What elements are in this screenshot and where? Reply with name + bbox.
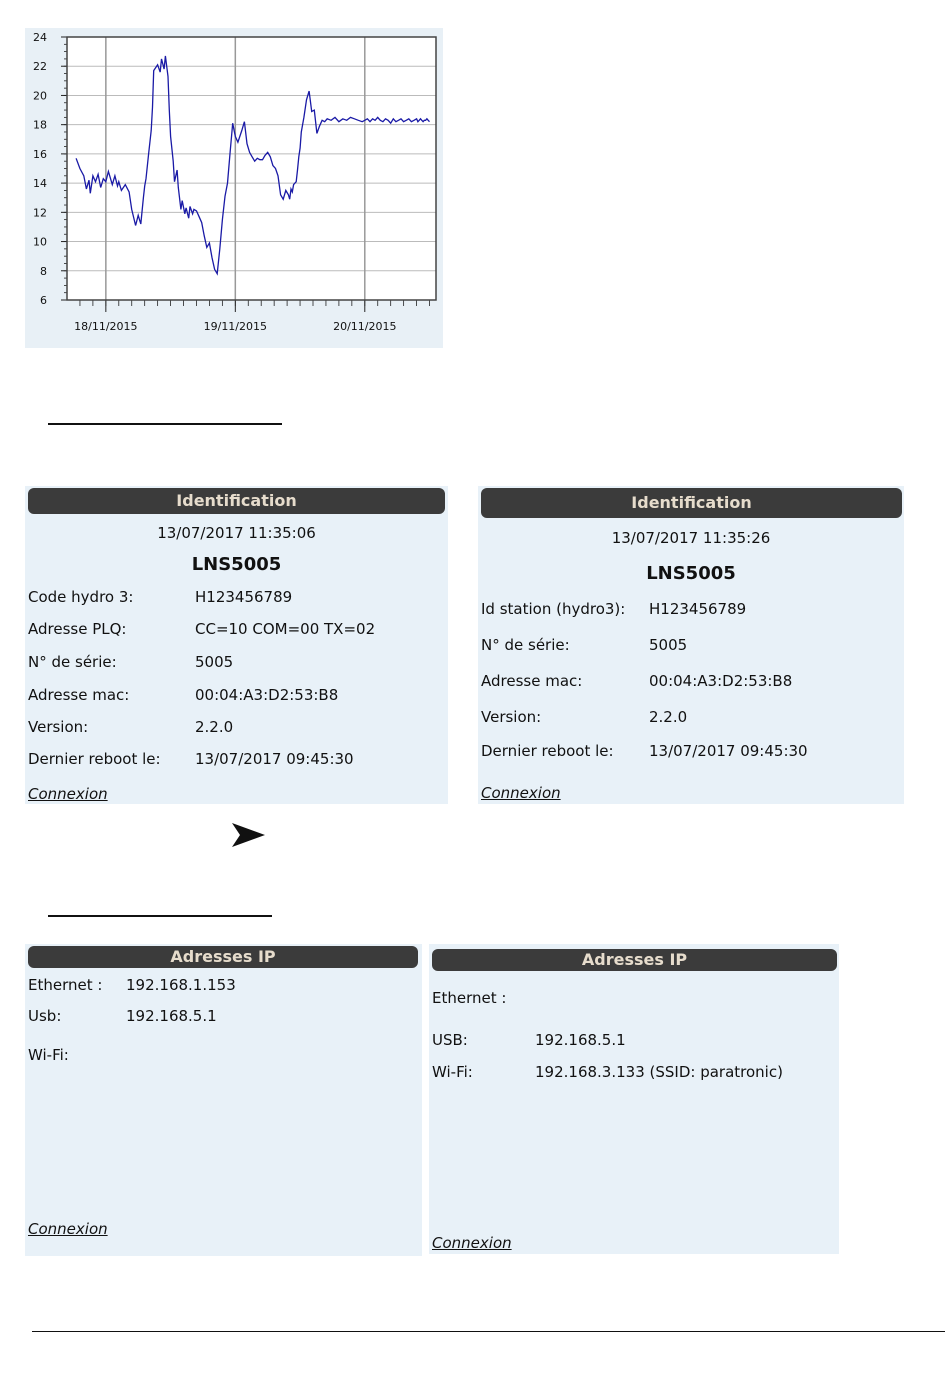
y-tick-label: 22	[33, 60, 47, 74]
panel-header: Identification	[481, 488, 902, 518]
row-label: Adresse mac:	[481, 672, 583, 690]
x-tick-label: 19/11/2015	[203, 320, 268, 333]
chart-svg	[25, 28, 443, 348]
row-value: 13/07/2017 09:45:30	[649, 742, 808, 760]
y-tick-label: 10	[33, 235, 47, 249]
row-value: 5005	[195, 653, 234, 671]
connexion-link[interactable]: Connexion	[28, 785, 108, 803]
temperature-chart	[25, 28, 443, 348]
arrow-right-icon	[232, 820, 266, 850]
connexion-link[interactable]: Connexion	[432, 1234, 512, 1252]
row-label: Version:	[28, 718, 89, 736]
row-value: 00:04:A3:D2:53:B8	[195, 686, 339, 704]
row-value: 13/07/2017 09:45:30	[195, 750, 354, 768]
datetime-text: 13/07/2017 11:35:26	[611, 529, 771, 547]
row-value: H123456789	[195, 588, 293, 606]
y-tick-label: 16	[33, 147, 47, 161]
section-rule-2	[48, 915, 272, 917]
row-label: Adresse PLQ:	[28, 620, 127, 638]
row-value: 00:04:A3:D2:53:B8	[649, 672, 793, 690]
row-label: Id station (hydro3):	[481, 600, 626, 618]
row-label: N° de série:	[481, 636, 570, 654]
row-value: H123456789	[649, 600, 747, 618]
footer-rule	[32, 1331, 945, 1332]
row-label: Usb:	[28, 1007, 62, 1025]
panel-header: Identification	[28, 488, 445, 514]
panel-header: Adresses IP	[432, 949, 837, 971]
y-tick-label: 6	[40, 294, 47, 307]
y-tick-label: 14	[33, 177, 47, 191]
row-label: Wi-Fi:	[432, 1063, 473, 1081]
x-tick-label: 20/11/2015	[333, 320, 397, 333]
identification-panel-2	[478, 486, 904, 804]
y-tick-label: 24	[33, 31, 47, 44]
row-label: Adresse mac:	[28, 686, 130, 704]
row-label: Code hydro 3:	[28, 588, 134, 606]
connexion-link[interactable]: Connexion	[28, 1220, 108, 1238]
panel-header: Adresses IP	[28, 946, 418, 968]
row-label: Dernier reboot le:	[28, 750, 161, 768]
row-label: Version:	[481, 708, 542, 726]
row-value: 2.2.0	[649, 708, 688, 726]
row-label: Ethernet :	[28, 976, 103, 994]
identification-panel-1	[25, 486, 448, 804]
row-value: 192.168.1.153	[126, 976, 236, 994]
y-tick-label: 20	[33, 89, 47, 103]
connexion-link[interactable]: Connexion	[481, 784, 561, 802]
row-value: CC=10 COM=00 TX=02	[195, 620, 376, 638]
section-rule-1	[48, 423, 282, 425]
device-name: LNS5005	[191, 554, 282, 575]
row-label: Ethernet :	[432, 989, 507, 1007]
row-value: 5005	[649, 636, 688, 654]
y-tick-label: 8	[40, 264, 47, 278]
row-value: 2.2.0	[195, 718, 234, 736]
row-label: Wi-Fi:	[28, 1046, 69, 1064]
row-value: 192.168.3.133 (SSID: paratronic)	[535, 1063, 783, 1081]
ip-panel-2	[429, 944, 839, 1254]
row-label: N° de série:	[28, 653, 117, 671]
datetime-text: 13/07/2017 11:35:06	[157, 524, 316, 542]
row-label: Dernier reboot le:	[481, 742, 614, 760]
ip-panel-1	[25, 944, 422, 1256]
y-tick-label: 12	[33, 206, 47, 220]
y-tick-label: 18	[33, 118, 47, 132]
device-name: LNS5005	[646, 563, 736, 584]
row-label: USB:	[432, 1031, 468, 1049]
plot-area	[67, 37, 436, 300]
row-value: 192.168.5.1	[535, 1031, 626, 1049]
x-tick-label: 18/11/2015	[74, 320, 138, 333]
row-value: 192.168.5.1	[126, 1007, 217, 1025]
